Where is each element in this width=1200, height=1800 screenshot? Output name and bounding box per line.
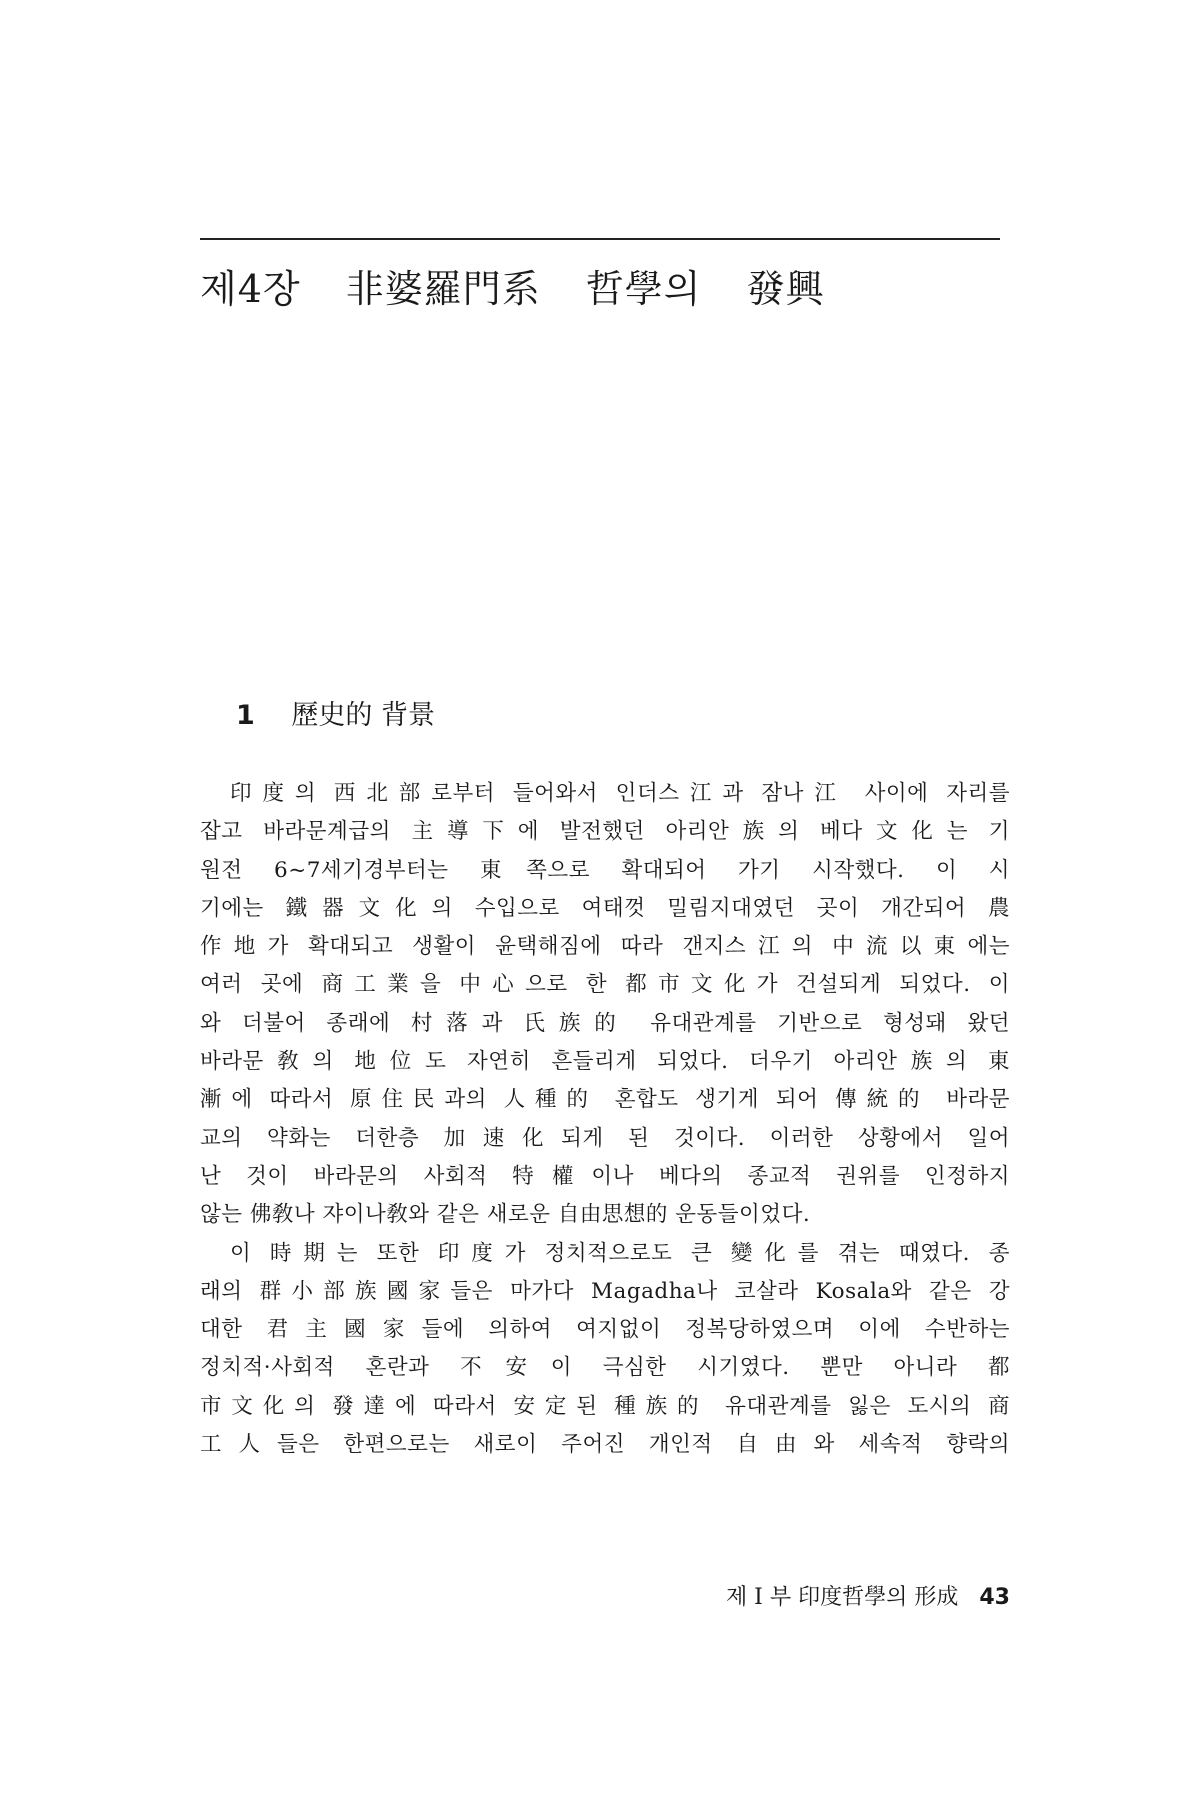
chapter-heading <box>200 258 1000 313</box>
page-number: 43 <box>979 1585 1010 1610</box>
body-text <box>200 775 1010 1464</box>
chapter-number: 제4장 <box>200 267 301 311</box>
text-line: 정치적·사회적 혼란과 不安이 극심한 시기였다. 뿐만 아니라 都 <box>200 1355 1010 1381</box>
text-line: 作地가 확대되고 생활이 윤택해짐에 따라 갠지스江의 中流以東에는 <box>200 934 1010 960</box>
text-line: 와 더불어 종래에 村落과 氏族的 유대관계를 기반으로 형성돼 왔던 <box>200 1010 1010 1036</box>
text-line: 래의 群小部族國家들은 마가다 Magadha나 코살라 Kosala와 같은 강 <box>200 1278 1010 1304</box>
text-line: 않는 佛敎나 쟈이나敎와 같은 새로운 自由思想的 운동들이었다. <box>200 1202 811 1228</box>
text-line: 市文化의 發達에 따라서 安定된 種族的 유대관계를 잃은 도시의 商 <box>200 1393 1010 1419</box>
section-heading <box>236 693 435 732</box>
text-line: 漸에 따라서 原住民과의 人種的 혼합도 생기게 되어 傳統的 바라문 <box>200 1087 1010 1113</box>
text-line: 여러 곳에 商工業을 中心으로 한 都市文化가 건설되게 되었다. 이 <box>200 972 1010 998</box>
text-line: 이 時期는 또한 印度가 정치적으로도 큰 變化를 겪는 때였다. 종 <box>230 1240 1010 1266</box>
section-number: 1 <box>236 700 255 731</box>
chapter-rule <box>200 238 1000 240</box>
text-line: 대한 君主國家들에 의하여 여지없이 정복당하였으며 이에 수반하는 <box>200 1317 1010 1343</box>
chapter-title-part2: 哲學의 <box>585 267 702 311</box>
footer-part: 제 I 부 <box>725 1585 792 1610</box>
text-line: 기에는 鐵器文化의 수입으로 여태껏 밀림지대였던 곳이 개간되어 農 <box>200 895 1010 921</box>
footer-book-title: 印度哲學의 形成 <box>798 1585 959 1610</box>
text-line: 印度의 西北部로부터 들어와서 인더스江과 잠나江 사이에 자리를 <box>230 781 1010 806</box>
text-line: 난 것이 바라문의 사회적 特權이나 베다의 종교적 권위를 인정하지 <box>200 1163 1010 1189</box>
running-footer <box>650 1580 1010 1611</box>
text-line: 원전 6~7세기경부터는 東쪽으로 확대되어 가기 시작했다. 이 시 <box>200 857 1010 883</box>
chapter-title-part1: 非婆羅門系 <box>345 267 541 311</box>
chapter-title-part3: 發興 <box>746 267 825 311</box>
text-line: 工人들은 한편으로는 새로이 주어진 개인적 自由와 세속적 향락의 <box>200 1432 1010 1458</box>
text-line: 바라문敎의 地位도 자연히 흔들리게 되었다. 더우기 아리안族의 東 <box>200 1049 1010 1075</box>
text-line: 잡고 바라문계급의 主導下에 발전했던 아리안族의 베다文化는 기 <box>200 819 1010 845</box>
section-title: 歷史的 背景 <box>291 700 435 731</box>
text-line: 교의 약화는 더한층 加速化되게 된 것이다. 이러한 상황에서 일어 <box>200 1125 1010 1151</box>
